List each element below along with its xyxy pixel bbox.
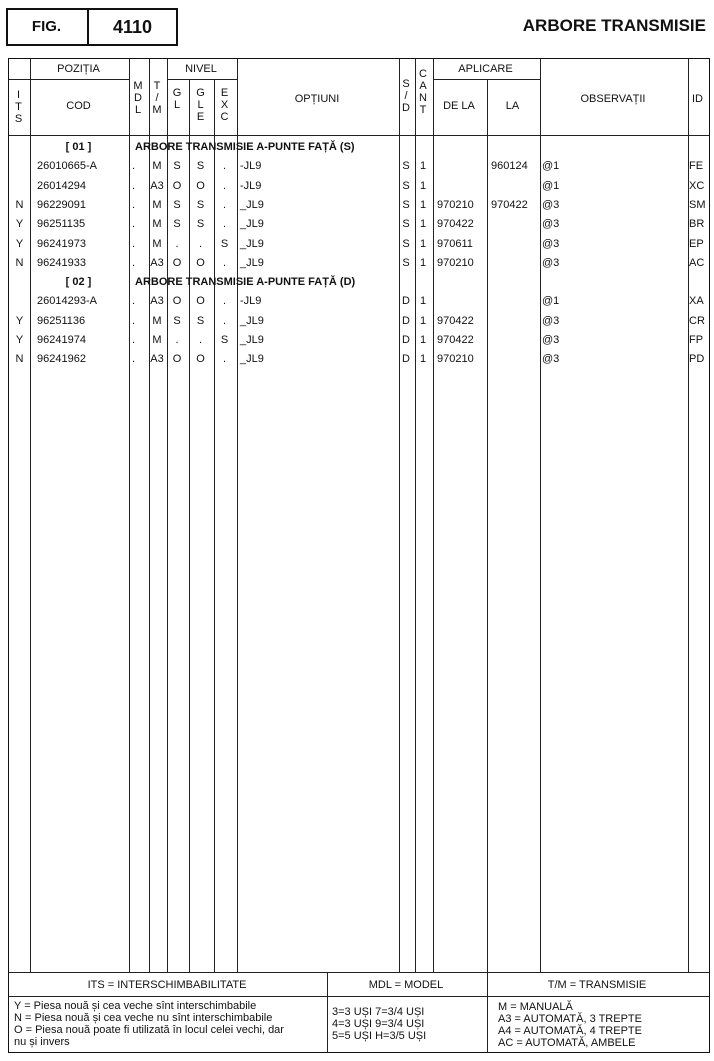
cell-cod: 96241962 xyxy=(37,353,86,366)
cell-observatii: @3 xyxy=(542,256,560,269)
cell-sd: S xyxy=(402,256,410,269)
cell-cod: 96241974 xyxy=(37,334,86,346)
cell-optiuni: _JL9 xyxy=(240,353,264,366)
cell-cod: 26010665-A xyxy=(37,160,97,173)
header-exc: E X C xyxy=(220,87,229,123)
cell-observatii: @3 xyxy=(542,353,560,366)
cell-id: FE xyxy=(689,160,704,173)
cell-la: 970422 xyxy=(491,198,528,211)
cell-gl: . xyxy=(175,334,179,346)
cell-id: AC xyxy=(689,256,705,269)
cell-mdl: . xyxy=(132,198,136,211)
cell-sd: D xyxy=(402,353,410,366)
cell-id: PD xyxy=(689,353,705,366)
cell-observatii: @3 xyxy=(542,237,560,250)
cell-optiuni: -JL9 xyxy=(240,295,262,308)
cell-sd: S xyxy=(402,237,410,250)
cell-de-la: 970422 xyxy=(437,218,474,231)
cell-tm: M xyxy=(152,237,162,250)
cell-tm: A3 xyxy=(150,179,164,192)
cell-gl: O xyxy=(172,256,182,269)
cell-sd: D xyxy=(402,314,410,327)
cell-observatii: @1 xyxy=(542,295,560,308)
cell-de-la: 970210 xyxy=(437,353,474,366)
cell-mdl: . xyxy=(132,334,136,346)
cell-tm: M xyxy=(152,160,162,173)
cell-id: EP xyxy=(689,237,704,250)
cell-exc: S xyxy=(220,237,229,250)
cell-tm: A3 xyxy=(150,353,164,366)
cell-cant: 1 xyxy=(419,198,427,211)
cell-optiuni: _JL9 xyxy=(240,256,264,269)
cell-mdl: . xyxy=(132,314,136,327)
cell-sd: S xyxy=(402,218,410,231)
cell-gl: S xyxy=(173,218,181,231)
header-observatii: OBSERVAȚII xyxy=(580,93,646,105)
legend-its-line: O = Piesa nouă poate fi utilizată în locul celei vechi, dar xyxy=(14,1024,284,1036)
cell-gle: O xyxy=(196,295,205,308)
cell-observatii: @3 xyxy=(542,218,560,231)
cell-observatii: @1 xyxy=(542,160,560,173)
cell-its: Y xyxy=(15,334,24,346)
cell-gle: S xyxy=(196,160,205,173)
cell-tm: A3 xyxy=(150,256,164,269)
cell-de-la: 970210 xyxy=(437,256,474,269)
cell-mdl: . xyxy=(132,160,136,173)
legend-mdl-line: 4=3 UȘI 9=3/4 UȘI xyxy=(332,1018,425,1030)
cell-cant: 1 xyxy=(419,334,427,346)
header-optiuni: OPȚIUNI xyxy=(294,93,340,105)
cell-mdl: . xyxy=(132,179,136,192)
header-tm: T / M xyxy=(152,80,162,116)
cell-exc: . xyxy=(222,179,227,192)
header-its: I T S xyxy=(14,89,23,125)
legend-mdl-list xyxy=(332,1006,426,1042)
cell-sd: S xyxy=(402,160,410,173)
cell-its: N xyxy=(15,256,24,269)
cell-observatii: @3 xyxy=(542,334,560,346)
cell-cod: 26014294 xyxy=(37,179,86,192)
parts-table xyxy=(8,58,710,1053)
cell-observatii: @1 xyxy=(542,179,560,192)
cell-gl: O xyxy=(172,295,182,308)
cell-optiuni: -JL9 xyxy=(240,179,262,192)
header-aplicare: APLICARE xyxy=(458,63,513,75)
cell-its: Y xyxy=(15,314,24,327)
cell-gle: . xyxy=(198,237,203,250)
cell-cod: 96229091 xyxy=(37,198,86,211)
cell-mdl: . xyxy=(132,295,136,308)
cell-id: XA xyxy=(689,295,704,308)
group-code: [ 01 ] xyxy=(65,141,92,153)
cell-sd: D xyxy=(402,295,410,308)
cell-cod: 96251135 xyxy=(37,218,86,231)
cell-its: N xyxy=(15,353,24,366)
cell-exc: . xyxy=(222,218,227,231)
cell-exc: . xyxy=(222,314,227,327)
cell-sd: S xyxy=(402,198,410,211)
cell-gle: S xyxy=(196,198,205,211)
cell-optiuni: -JL9 xyxy=(240,160,262,173)
cell-gle: . xyxy=(198,334,203,346)
cell-gl: S xyxy=(173,314,181,327)
cell-optiuni: _JL9 xyxy=(240,198,264,211)
legend-its-title: ITS = INTERSCHIMBABILITATE xyxy=(87,979,247,991)
fig-label: FIG. xyxy=(31,18,62,35)
cell-tm: M xyxy=(152,314,162,327)
legend-mdl-title: MDL = MODEL xyxy=(368,979,444,991)
group-description: ARBORE TRANSMISIE A-PUNTE FAȚĂ (D) xyxy=(135,276,356,289)
cell-sd: D xyxy=(402,334,410,346)
cell-cant: 1 xyxy=(419,256,427,269)
cell-gle: S xyxy=(196,218,205,231)
cell-id: CR xyxy=(689,314,705,327)
cell-observatii: @3 xyxy=(542,198,560,211)
header-pozitia: POZIȚIA xyxy=(57,63,100,75)
header-sd: S / D xyxy=(402,78,410,114)
header-de-la: DE LA xyxy=(443,100,475,112)
header-nivel: NIVEL xyxy=(185,63,217,75)
header-gle: G L E xyxy=(196,87,205,123)
page-title: ARBORE TRANSMISIE xyxy=(522,16,706,35)
legend-its-line: N = Piesa nouă și cea veche nu sînt interschimbabile xyxy=(14,1012,273,1024)
cell-gl: S xyxy=(173,160,181,173)
cell-gl: O xyxy=(172,353,182,366)
legend-tm-line: AC = AUTOMATĂ, AMBELE xyxy=(498,1037,636,1049)
header-id: ID xyxy=(692,93,703,105)
cell-de-la: 970422 xyxy=(437,334,474,346)
cell-mdl: . xyxy=(132,218,136,231)
cell-tm: M xyxy=(152,218,162,231)
cell-id: XC xyxy=(689,179,705,192)
cell-cod: 96241973 xyxy=(37,237,86,250)
cell-id: FP xyxy=(689,334,704,346)
header-cod: COD xyxy=(66,100,91,112)
cell-exc: . xyxy=(222,256,227,269)
cell-de-la: 970611 xyxy=(437,237,473,250)
group-description: ARBORE TRANSMISIE A-PUNTE FAȚĂ (S) xyxy=(135,141,355,153)
cell-gle: O xyxy=(196,179,205,192)
cell-cant: 1 xyxy=(419,295,427,308)
cell-gl: . xyxy=(175,237,179,250)
cell-de-la: 970422 xyxy=(437,314,474,327)
fig-number: 4110 xyxy=(112,17,153,37)
cell-tm: A3 xyxy=(150,295,164,308)
legend-tm-line: M = MANUALĂ xyxy=(498,1001,573,1013)
cell-exc: . xyxy=(222,198,227,211)
cell-observatii: @3 xyxy=(542,314,560,327)
cell-cod: 26014293-A xyxy=(37,295,97,308)
cell-tm: M xyxy=(152,334,162,346)
legend-tm-line: A4 = AUTOMATĂ, 4 TREPTE xyxy=(498,1025,642,1037)
cell-exc: . xyxy=(222,353,227,366)
cell-de-la: 970210 xyxy=(437,198,474,211)
legend-tm-list xyxy=(498,1001,642,1049)
legend-mdl-line: 5=5 UȘI H=3/5 UȘI xyxy=(332,1030,427,1042)
legend-its-line: Y = Piesa nouă și cea veche sînt interschimbabile xyxy=(14,1000,257,1012)
cell-exc: . xyxy=(222,295,227,308)
cell-mdl: . xyxy=(132,353,136,366)
header-la: LA xyxy=(505,100,520,112)
cell-cod: 96251136 xyxy=(37,314,86,327)
cell-tm: M xyxy=(152,198,162,211)
cell-id: BR xyxy=(689,218,705,231)
cell-cant: 1 xyxy=(419,237,427,250)
group-code: [ 02 ] xyxy=(65,276,92,289)
cell-exc: . xyxy=(222,160,227,173)
cell-optiuni: _JL9 xyxy=(240,314,264,327)
cell-mdl: . xyxy=(132,256,136,269)
cell-cant: 1 xyxy=(419,314,427,327)
cell-gl: S xyxy=(173,198,181,211)
header-cant: C A N T xyxy=(419,68,427,116)
cell-its: N xyxy=(15,198,24,211)
legend-mdl-line: 3=3 UȘI 7=3/4 UȘI xyxy=(332,1006,425,1018)
legend-tm-line: A3 = AUTOMATĂ, 3 TREPTE xyxy=(498,1013,642,1025)
cell-exc: S xyxy=(220,334,229,346)
legend-its-line: nu și invers xyxy=(14,1036,70,1048)
cell-gle: O xyxy=(196,353,205,366)
cell-its: Y xyxy=(15,218,24,231)
cell-cant: 1 xyxy=(419,179,427,192)
cell-mdl: . xyxy=(132,237,136,250)
legend-its-list xyxy=(14,1000,284,1048)
header-mdl: M D L xyxy=(133,80,143,116)
cell-gl: O xyxy=(172,179,182,192)
cell-optiuni: _JL9 xyxy=(240,334,264,346)
cell-cant: 1 xyxy=(419,160,427,173)
cell-gle: S xyxy=(196,314,205,327)
cell-sd: S xyxy=(402,179,410,192)
cell-optiuni: _JL9 xyxy=(240,218,264,231)
cell-la: 960124 xyxy=(491,160,528,173)
cell-cod: 96241933 xyxy=(37,256,86,269)
cell-optiuni: _JL9 xyxy=(240,237,264,250)
legend-tm-title: T/M = TRANSMISIE xyxy=(547,979,647,991)
cell-gle: O xyxy=(196,256,205,269)
cell-cant: 1 xyxy=(419,218,427,231)
cell-its: Y xyxy=(15,237,24,250)
header-gl: G L xyxy=(172,87,182,111)
cell-cant: 1 xyxy=(419,353,427,366)
cell-id: SM xyxy=(689,198,706,211)
